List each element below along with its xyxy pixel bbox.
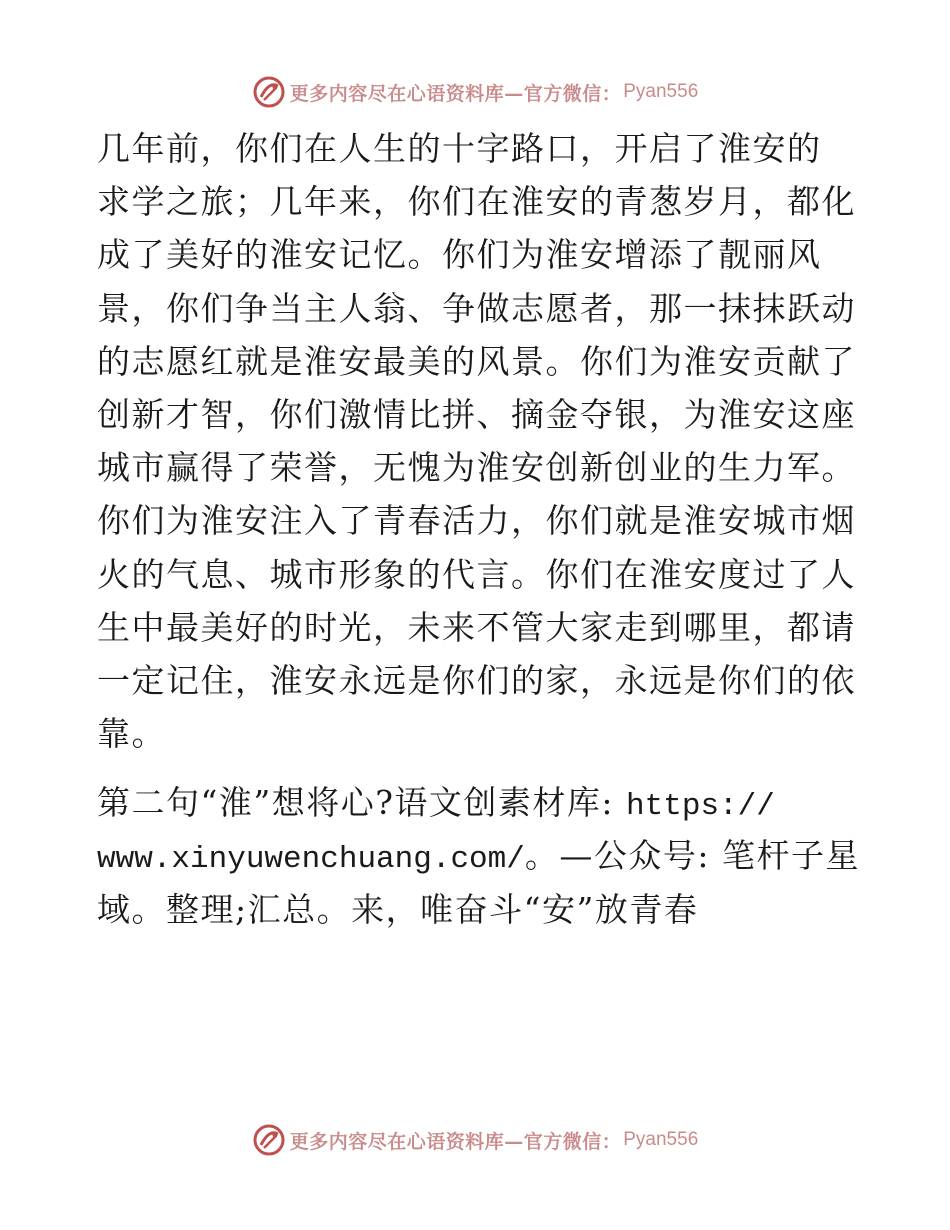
brand-logo-icon [252, 75, 286, 109]
paragraph-line: 成了美好的淮安记忆。你们为淮安增添了靓丽风 [97, 235, 822, 275]
footer-banner-text: 更多内容尽在心语资料库—官方微信： [289, 1130, 622, 1153]
paragraph-line [97, 829, 860, 882]
paragraph-line: 求学之旅；几年来，你们在淮安的青葱岁月，都化 [97, 182, 856, 222]
paragraph-line: 创新才智，你们激情比拼、摘金夺银，为淮安这座 [97, 394, 856, 434]
header-banner [0, 72, 950, 112]
paragraph-line: 的志愿红就是淮安最美的风景。你们为淮安贡献了 [97, 341, 856, 381]
paragraph-text: 。—公众号: 笔杆子星 [524, 836, 860, 876]
brand-logo-icon [252, 1123, 286, 1157]
header-banner-id: Pyan556 [623, 81, 699, 102]
source-url-part[interactable]: https:// [626, 789, 775, 825]
paragraph-text: 第二句“淮”想将心?语文创素材库: [97, 783, 627, 823]
paragraph-line: 一定记住，淮安永远是你们的家，永远是你们的依 [97, 660, 856, 700]
footer-banner-id: Pyan556 [623, 1129, 699, 1150]
paragraph-line: 域。整理;汇总。来，唯奋斗“安”放青春 [97, 889, 699, 929]
paragraph-line: 靠。 [97, 714, 166, 754]
source-url-part[interactable]: www.xinyuwenchuang.com/ [97, 842, 525, 878]
paragraph-line: 火的气息、城市形象的代言。你们在淮安度过了人 [97, 554, 856, 594]
paragraph-line: 几年前，你们在人生的十字路口，开启了淮安的 [97, 129, 822, 168]
paragraph-spacer [97, 760, 857, 776]
paragraph-line: 生中最美好的时光，未来不管大家走到哪里，都请 [97, 607, 856, 647]
paragraph-2 [97, 776, 860, 936]
header-banner-text: 更多内容尽在心语资料库—官方微信： [289, 82, 622, 105]
footer-banner [0, 1120, 950, 1160]
paragraph-line [97, 776, 857, 829]
paragraph-line: 城市赢得了荣誉，无愧为淮安创新创业的生力军。 [97, 448, 856, 488]
paragraph-1 [97, 122, 857, 760]
paragraph-line: 你们为淮安注入了青春活力，你们就是淮安城市烟 [97, 501, 856, 541]
paragraph-line: 景，你们争当主人翁、争做志愿者，那一抹抹跃动 [97, 288, 856, 328]
document-body [97, 122, 860, 936]
